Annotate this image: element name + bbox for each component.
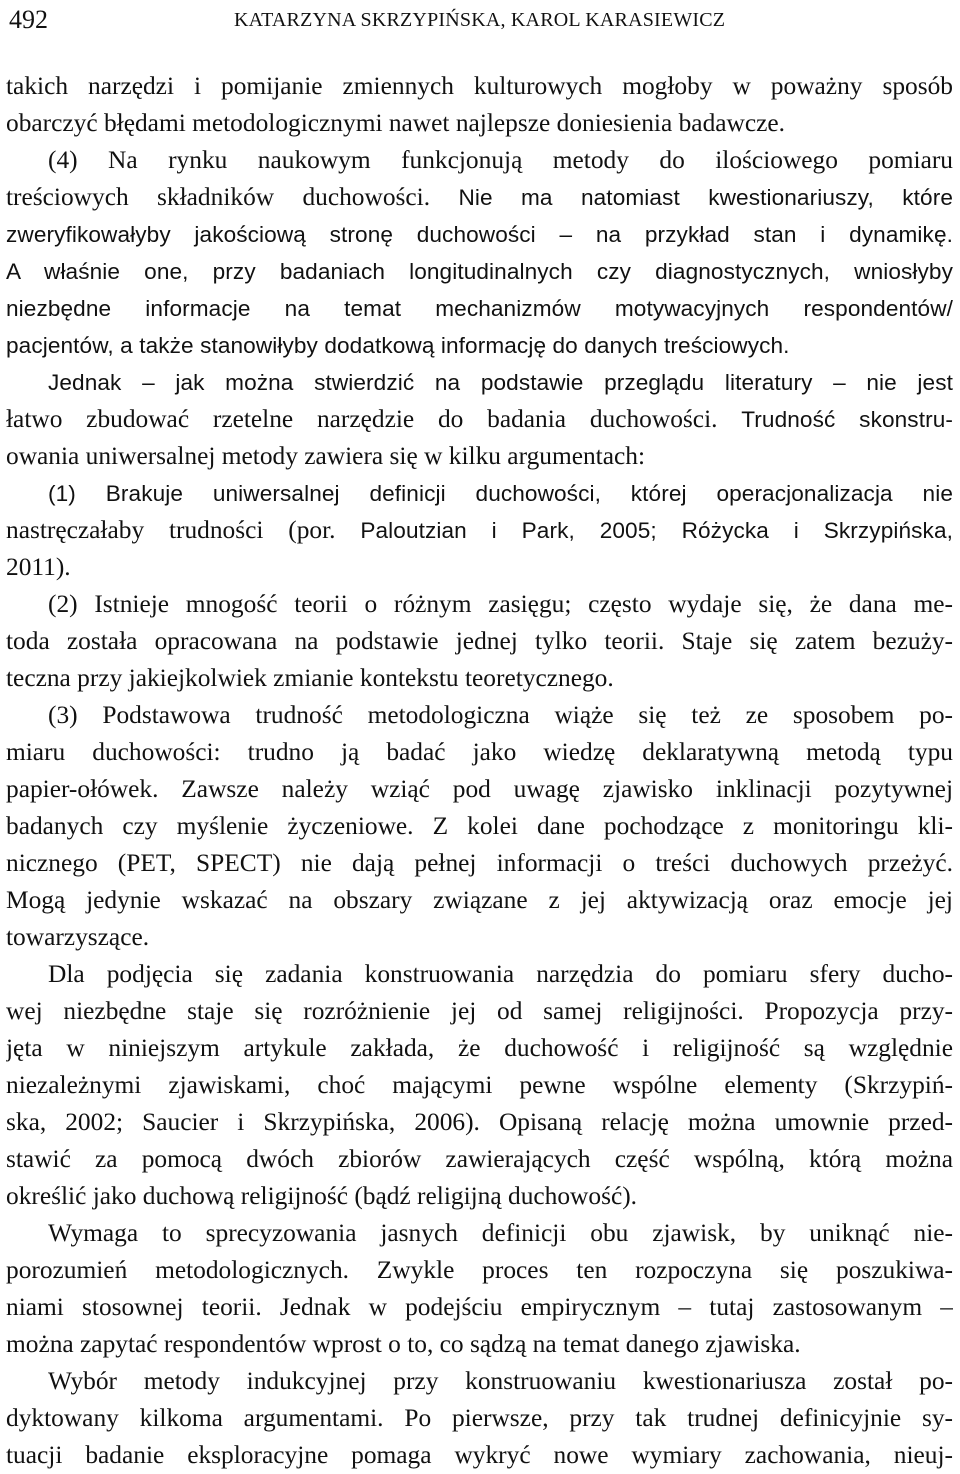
page-number: 492 bbox=[9, 5, 48, 34]
text-line: wej niezbędne staje się rozróżnienie jej od samej religijności. Propozycja przy- bbox=[6, 997, 953, 1025]
text-line: Mogą jedynie wskazać na obszary związane z jej aktywizacją oraz emocje jej bbox=[6, 886, 953, 914]
text-line: Jednak – jak można stwierdzić na podstawie przeglądu literatury – nie jest bbox=[48, 370, 953, 395]
text-line: Wymaga to sprecyzowania jasnych definicji obu zjawisk, by uniknąć nie- bbox=[48, 1219, 953, 1247]
text-line: obarczyć błędami metodologicznymi nawet najlepsze doniesienia badawcze. bbox=[6, 109, 786, 137]
text-line: teczna przy jakiejkolwiek zmianie kontekstu teoretycznego. bbox=[6, 664, 614, 692]
text-run: nastręczałaby trudności (por. bbox=[6, 516, 361, 544]
text-line: badanych czy myślenie życzeniowe. Z kolei dane pochodzące z monitoringu kli- bbox=[6, 812, 953, 840]
text-run: treściowych składników duchowości. bbox=[6, 183, 459, 211]
text-line: 2011). bbox=[6, 553, 71, 581]
text-line bbox=[6, 512, 953, 549]
text-line: stawić za pomocą dwóch zbiorów zawierających część wspólną, którą można bbox=[6, 1145, 953, 1173]
text-line: niami stosownej teorii. Jednak w podejściu empirycznym – tutaj zastosowanym – bbox=[6, 1293, 953, 1321]
text-line: papier-ołówek. Zawsze należy wziąć pod uwagę zjawisko inklinacji pozytywnej bbox=[6, 775, 953, 803]
text-line: określić jako duchową religijność (bądź religijną duchowość). bbox=[6, 1182, 638, 1210]
text-line: (3) Podstawowa trudność metodologiczna wiąże się też ze sposobem po- bbox=[48, 701, 953, 729]
body-text bbox=[6, 68, 953, 1474]
text-line: Wybór metody indukcyjnej przy konstruowaniu kwestionariusza został po- bbox=[48, 1367, 953, 1395]
text-line: nicznego (PET, SPECT) nie dają pełnej informacji o treści duchowych przeżyć. bbox=[6, 849, 953, 877]
text-run: Trudność skonstru- bbox=[741, 407, 953, 432]
text-line: owania uniwersalnej metody zawiera się w kilku argumentach: bbox=[6, 442, 646, 470]
text-run: Paloutzian i Park, 2005; Różycka i Skrzypińska, bbox=[360, 518, 953, 543]
text-line: można zapytać respondentów wprost o to, co sądzą na temat danego zjawiska. bbox=[6, 1330, 801, 1358]
page-header bbox=[6, 0, 953, 48]
text-line: tuacji badanie eksploracyjne pomaga wykryć nowe wymiary zachowania, nieuj- bbox=[6, 1441, 953, 1469]
text-line bbox=[6, 401, 953, 438]
text-line: niezbędne informacje na temat mechanizmów motywacyjnych respondentów/ bbox=[6, 296, 953, 321]
text-line: A właśnie one, przy badaniach longitudinalnych czy diagnostycznych, wniosłyby bbox=[6, 259, 953, 284]
text-line bbox=[6, 179, 953, 216]
text-line: niezależnymi zjawiskami, choć mającymi pewne wspólne elementy (Skrzypiń- bbox=[6, 1071, 953, 1099]
text-line: (1) Brakuje uniwersalnej definicji duchowości, której operacjonalizacja nie bbox=[48, 481, 953, 506]
text-line: (2) Istnieje mnogość teorii o różnym zasięgu; często wydaje się, że dana me- bbox=[48, 590, 953, 618]
text-line: toda została opracowana na podstawie jednej tylko teorii. Staje się zatem bezuży- bbox=[6, 627, 953, 655]
text-line: takich narzędzi i pomijanie zmiennych kulturowych mogłoby w poważny sposób bbox=[6, 72, 953, 100]
text-line: jęta w niniejszym artykule zakłada, że duchowość i religijność są względnie bbox=[6, 1034, 953, 1062]
text-line: porozumień metodologicznych. Zwykle proces ten rozpoczyna się poszukiwa- bbox=[6, 1256, 953, 1284]
running-head: KATARZYNA SKRZYPIŃSKA, KAROL KARASIEWICZ bbox=[234, 9, 726, 31]
text-line: miaru duchowości: trudno ją badać jako wiedzę deklaratywną metodą typu bbox=[6, 738, 953, 766]
text-run: łatwo zbudować rzetelne narzędzie do badania duchowości. bbox=[6, 405, 742, 433]
text-line: ska, 2002; Saucier i Skrzypińska, 2006). Opisaną relację można umownie przed- bbox=[6, 1108, 953, 1136]
text-line: zweryfikowałyby jakościową stronę duchowości – na przykład stan i dynamikę. bbox=[6, 222, 953, 247]
text-line: dyktowany kilkoma argumentami. Po pierwsze, przy tak trudnej definicyjnie sy- bbox=[6, 1404, 953, 1432]
text-line: Dla podjęcia się zadania konstruowania narzędzia do pomiaru sfery ducho- bbox=[48, 960, 953, 988]
text-line: pacjentów, a także stanowiłyby dodatkową informację do danych treściowych. bbox=[6, 333, 790, 358]
text-line: (4) Na rynku naukowym funkcjonują metody do ilościowego pomiaru bbox=[48, 146, 953, 174]
text-run: Nie ma natomiast kwestionariuszy, które bbox=[458, 185, 953, 210]
text-line: towarzyszące. bbox=[6, 923, 150, 951]
